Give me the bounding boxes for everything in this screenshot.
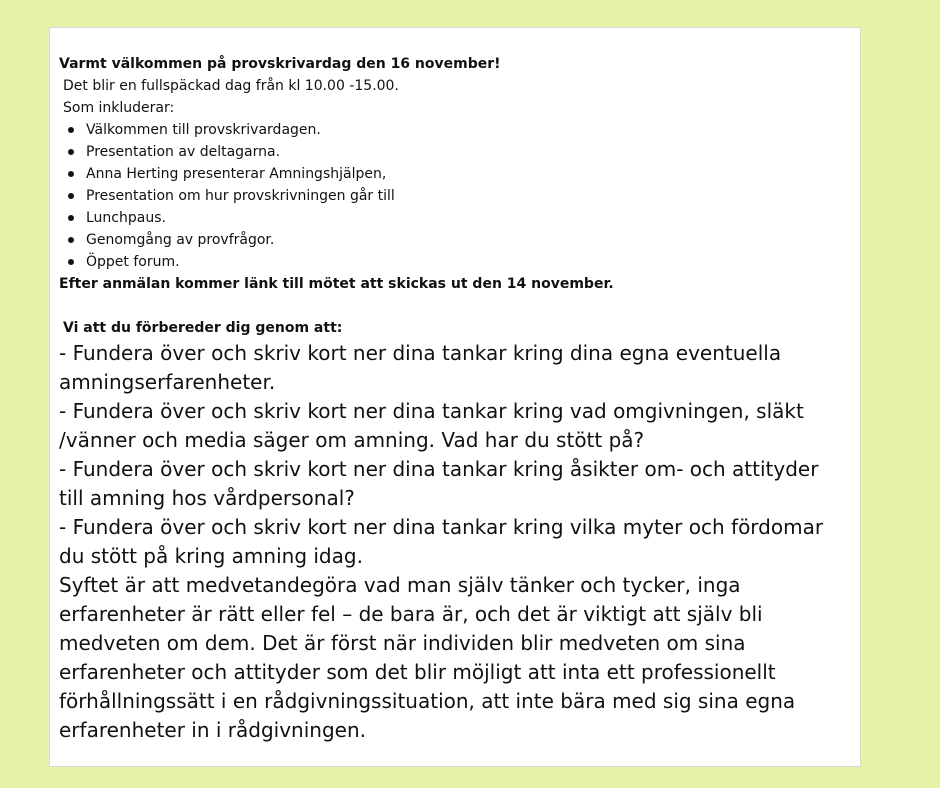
intro-line-time: Det blir en fullspäckad dag från kl 10.00 -15.00. [63, 78, 399, 94]
bullet-icon [68, 215, 74, 221]
prep-item-care-staff: - Fundera över och skriv kort ner dina tankar kring åsikter om- och attityder till amning hos vårdpersonal? [59, 457, 819, 510]
list-item: Presentation av deltagarna. [86, 141, 860, 163]
list-item: Välkommen till provskrivardagen. [86, 119, 860, 141]
bullet-icon [68, 193, 74, 199]
event-heading: Varmt välkommen på provskrivardag den 16 november! [59, 56, 501, 72]
prep-item-myths: - Fundera över och skriv kort ner dina tankar kring vilka myter och fördomar du stött på kring amning idag. [59, 515, 824, 568]
link-notice: Efter anmälan kommer länk till mötet att skickas ut den 14 november. [59, 276, 614, 292]
list-item: Anna Herting presenterar Amningshjälpen, [86, 163, 860, 185]
agenda-list [59, 119, 860, 273]
list-item: Lunchpaus. [86, 207, 860, 229]
spacer [59, 295, 860, 317]
list-item: Presentation om hur provskrivningen går till [86, 185, 860, 207]
intro-line-includes: Som inkluderar: [63, 100, 175, 116]
purpose-paragraph: Syftet är att medvetandegöra vad man själv tänker och tycker, inga erfarenheter är rätt eller fel – de bara är, och det är viktigt att själv bli medveten om dem. Det är först när individen blir medveten om sina erfarenheter och attityder som det blir möjligt att inta ett professionellt förhållningssätt i en rådgivningssituation, att inte bära med sig sina egna erfarenheter in i rådgivningen. [59, 573, 796, 742]
list-item: Genomgång av provfrågor. [86, 229, 860, 251]
prep-item-surroundings: - Fundera över och skriv kort ner dina tankar kring vad omgivningen, släkt /vänner och media säger om amning. Vad har du stött på? [59, 399, 804, 452]
prep-heading: Vi att du förbereder dig genom att: [63, 320, 343, 336]
bullet-icon [68, 237, 74, 243]
bullet-icon [68, 149, 74, 155]
list-item: Öppet forum. [86, 251, 860, 273]
bullet-icon [68, 171, 74, 177]
document-card [49, 27, 861, 767]
prep-item-own-experience: - Fundera över och skriv kort ner dina tankar kring dina egna eventuella amningserfarenheter. [59, 341, 782, 394]
bullet-icon [68, 127, 74, 133]
bullet-icon [68, 259, 74, 265]
